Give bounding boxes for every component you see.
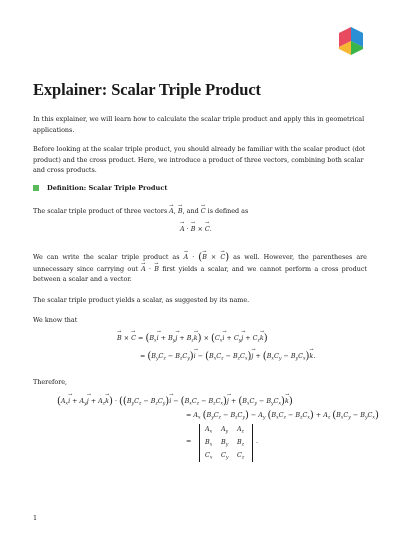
brand-logo [335,25,367,57]
background-paragraph: Before looking at the scalar triple product, you should already be familiar with the scalar product (dot product) and the cross product. Here, we introduce a product of three vectors, combining both scalar and cross products. [33,145,366,174]
triple-product-equation-1: $(A_x\to i + A_y\to j + A_z\to k) \cdot ((B_yC_z - B_zC_y)\to i - (B_xC_z - B_zC_x)\to j + (B_xC_y - B_yC_x)\to k)$ [57,396,293,407]
cross-product-equation-1: → B × → $C = (B_x\to i + B_y\to j + B_z\to k) \times (C_x\to i + C_y\to j + C_z\to k)$ [117,333,268,344]
definition-text-end: is defined as [207,207,249,215]
triple-product-equation-2: = $A_x$ $(B_yC_z - B_zC_y) - A_y$ $(B_xC_z - B_zC_x) + A_z$ $(B_xC_y - B_yC_x)$ [186,410,379,421]
definition-equation: → A · → B × → C. [180,225,212,233]
definition-heading [33,184,167,192]
determinant-equals: = [186,437,192,445]
paragraph2-b: as well. However, the parentheses are unnecessary since carrying out [33,253,367,273]
definition-text: The scalar triple product of three vectors [33,207,168,215]
paragraph2-a: We can write the scalar triple product as [33,253,180,261]
know-paragraph: We know that [33,316,78,324]
page-number: 1 [33,514,38,522]
paragraph2-c: first yields a scalar, and we cannot perform a cross product between a scalar and a vector. [33,264,367,283]
parentheses-paragraph: We can write the scalar triple product as → A · (→ B × → C) as well. However, the parentheses are unnecessary since carrying out → A · → B first yields a scalar, and we cannot perform a cross product between a scalar and a vector. [33,252,367,285]
document-page: Explainer: Scalar Triple Product In this explainer, we will learn how to calculate the scalar triple product and apply this in geometrical applications. Before looking at the scalar triple product, you should already be familiar with the scalar product (dot product) and the cross product. Here, we introduce a product of three vectors, combining both scalar and cross products. Definition: Scalar Triple Product The scalar triple product of three vectors → A, → B, and → C is defined as → A · → B × → C. We can write the scalar triple product as → A · (→ B × → C) as well. However, the parentheses are unnecessary since carrying out → A · → B first yields a scalar, and we cannot perform a cross product between a scalar and a vector. The scalar triple product yields a scalar, as suggested by its name. We know that → B × → $C = (B_x\to i + B_y\to j + B_z\to k) \times (C_x\to i + C_y\to j + C_z\to k)$ = $(B_yC_z - B_zC_y)\to i - (B_xC_z - B_zC_x)\to j + (B_xC_y - B_yC_x)\to k$. Therefore, $(A_x\to i + A_y\to j + A_z\to k) \cdot ((B_yC_z - B_zC_y)\to i - (B_xC_z - B_zC_x)\to j + (B_xC_y - B_yC_x)\to k)$ = $A_x$ $(B_yC_z - B_zC_y) - A_y$ $(B_xC_z - B_zC_x) + A_z$ $(B_xC_y - B_yC_x)$ = $A_x$ $A_y$ $A_z$ $B_x$ $B_y$ $B_z$ $C_x$ $C_y$ $C_z$ . 1 [0,0,400,533]
definition-paragraph: The scalar triple product of three vectors → A, → B, and → C is defined as [33,206,367,217]
therefore-paragraph: Therefore, [33,378,68,386]
page-title: Explainer: Scalar Triple Product [33,80,261,99]
definition-heading-text: Definition: Scalar Triple Product [47,184,168,192]
definition-marker-icon [33,185,39,191]
definition-and: and [186,207,199,215]
determinant-period: . [256,437,259,445]
scalar-paragraph: The scalar triple product yields a scalar, as suggested by its name. [33,296,250,304]
intro-paragraph: In this explainer, we will learn how to calculate the scalar triple product and apply this in geometrical applications. [33,115,365,134]
cross-product-equation-2: = $(B_yC_z - B_zC_y)\to i - (B_xC_z - B_zC_x)\to j + (B_xC_y - B_yC_x)\to k$. [140,351,315,362]
